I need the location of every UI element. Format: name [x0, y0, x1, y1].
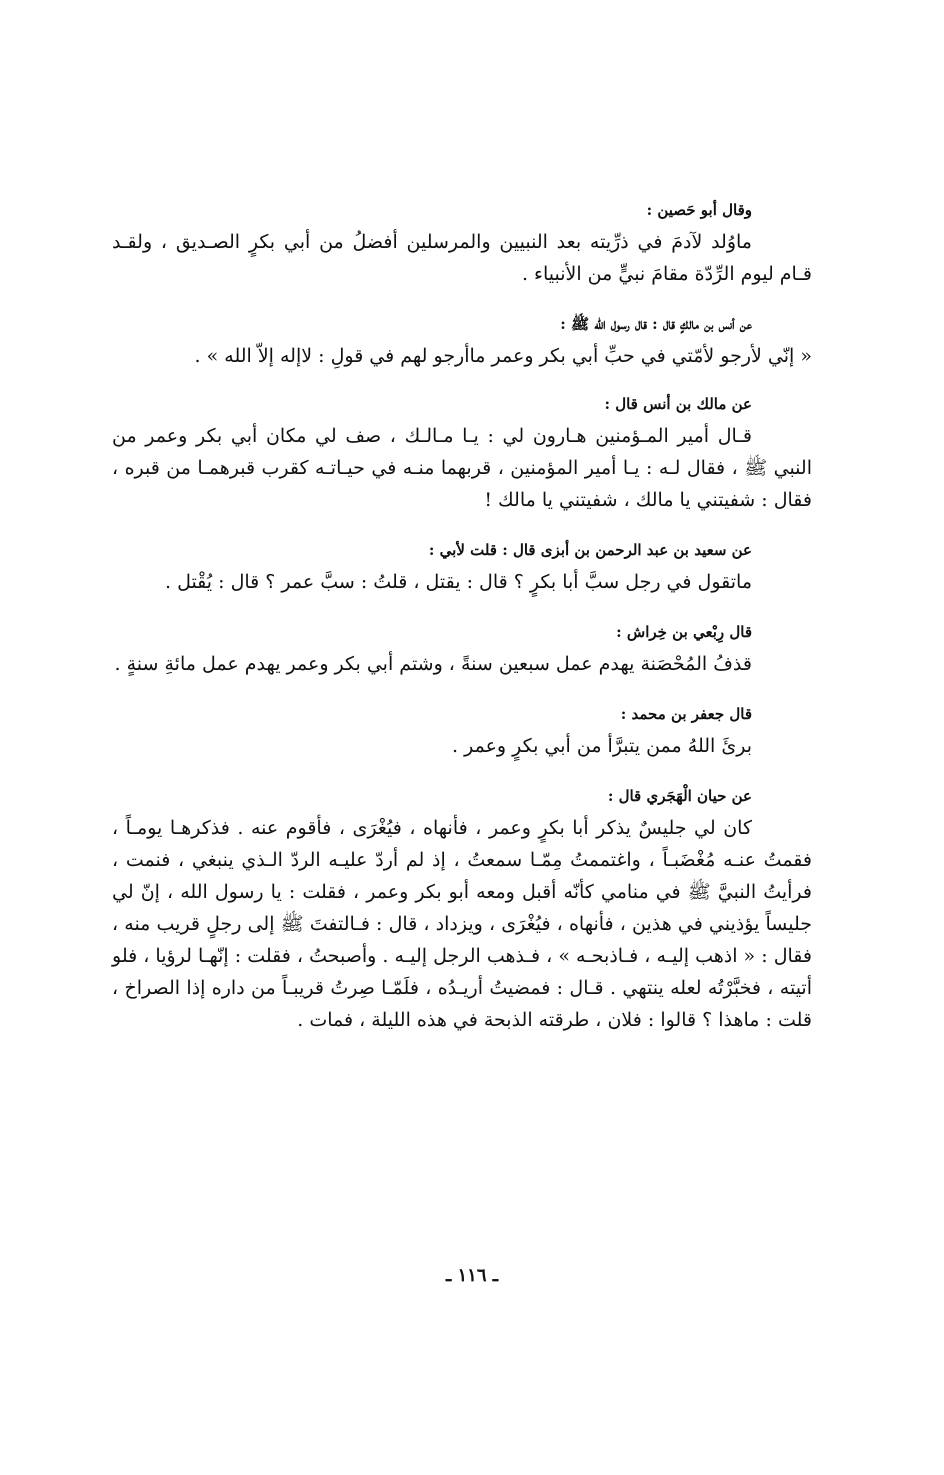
page-number: ـ ١١٦ ـ — [445, 1265, 499, 1286]
section-jafar-bin-muhammad — [112, 702, 812, 762]
section-heading: قال رِبْعي بن خِراش : — [616, 623, 752, 641]
section-ribi-bin-khirash — [112, 620, 812, 680]
section-heading: وقال أبو حَصين : — [646, 201, 752, 219]
section-heading: عن مالك بن أنس قال : — [604, 395, 752, 413]
section-heading: قال جعفر بن محمد : — [620, 705, 752, 723]
section-hayyan-al-hajari — [112, 784, 812, 1036]
section-body: قـال أمير المـؤمنين هـارون لي : يـا مـالـك ، صف لي مكان أبي بكر وعمر من النبي ﷺ ، فقال لـه : يـا أمير المؤمنين ، قربهما منـه في حيـاتـه كقرب قبرهمـا من قبره ، فقال : شفيتني يا مالك ، شفيتني يا مالك ! — [112, 425, 812, 511]
section-body: كان لي جليسٌ يذكر أبا بكرٍ وعمر ، فأنهاه ، فيُغْرَى ، فأقوم عنه . فذكرهـا يومـاً ، فقمتُ عنـه مُغْضَبـاً ، واغتممتُ مِمّـا سمعتُ ، إذ لم أردّ عليـه الردّ الـذي ينبغي ، فنمت ، فرأيتُ النبيَّ ﷺ في منامي كأنّه أقبل ومعه أبو بكر وعمر ، فقلت : يا رسول الله ، إنّ لي جليساً يؤذيني في هذين ، فأنهاه ، فيُغْرَى ، ويزداد ، قال : فـالتفتَ ﷺ إلى رجلٍ قريب منه ، فقال : « اذهب إليـه ، فـاذبحـه » ، فـذهب الرجل إليـه . وأصبحتُ ، فقلت : إنّهـا لرؤيا ، فلو أتيته ، فخبَّرْتُه لعله ينتهي . قـال : فمضيتُ أريـدُه ، فلَمّـا صِرتُ قريبـاً من داره إذا الصراخ ، قلت : ماهذا ؟ قالوا : فلان ، طرقته الذبحة في هذه الليلة ، فمات . — [112, 817, 812, 1031]
section-body: قذفُ المُحْصَنة يهدم عمل سبعين سنةً ، وشتم أبي بكر وعمر يهدم عمل مائةِ سنةٍ . — [114, 653, 752, 675]
section-abu-husain — [112, 198, 812, 290]
section-body: ماتقول في رجل سبَّ أبا بكرٍ ؟ قال : يقتل ، قلتُ : سبَّ عمر ؟ قال : يُقْتل . — [164, 571, 752, 593]
section-body: ماوُلد لآدمَ في ذرِّيته بعد النبيين والمرسلين أفضلُ من أبي بكرٍ الصـديق ، ولقـد قـام ليوم الرِّدّة مقامَ نبيٍّ من الأنبياء . — [112, 231, 812, 285]
section-malik-bin-anas — [112, 392, 812, 516]
section-said-bin-abdulrahman — [112, 538, 812, 598]
section-heading: عن أنس بن مالكٍ قال : قال رسول الله ﷺ : — [560, 315, 752, 333]
section-heading: عن حيان الْهَجَري قال : — [607, 787, 752, 805]
section-heading: عن سعيد بن عبد الرحمن بن أبزى قال : قلت لأبي : — [428, 541, 752, 559]
page-content — [112, 198, 812, 1036]
section-body: « إنّي لأرجو لأمّتي في حبِّ أبي بكر وعمر ماأرجو لهم في قولِ : لاإله إلاّ الله » . — [194, 345, 812, 367]
section-anas-bin-malik — [112, 312, 812, 372]
section-body: برئَ اللهُ ممن يتبرَّأ من أبي بكرٍ وعمر . — [452, 735, 752, 757]
